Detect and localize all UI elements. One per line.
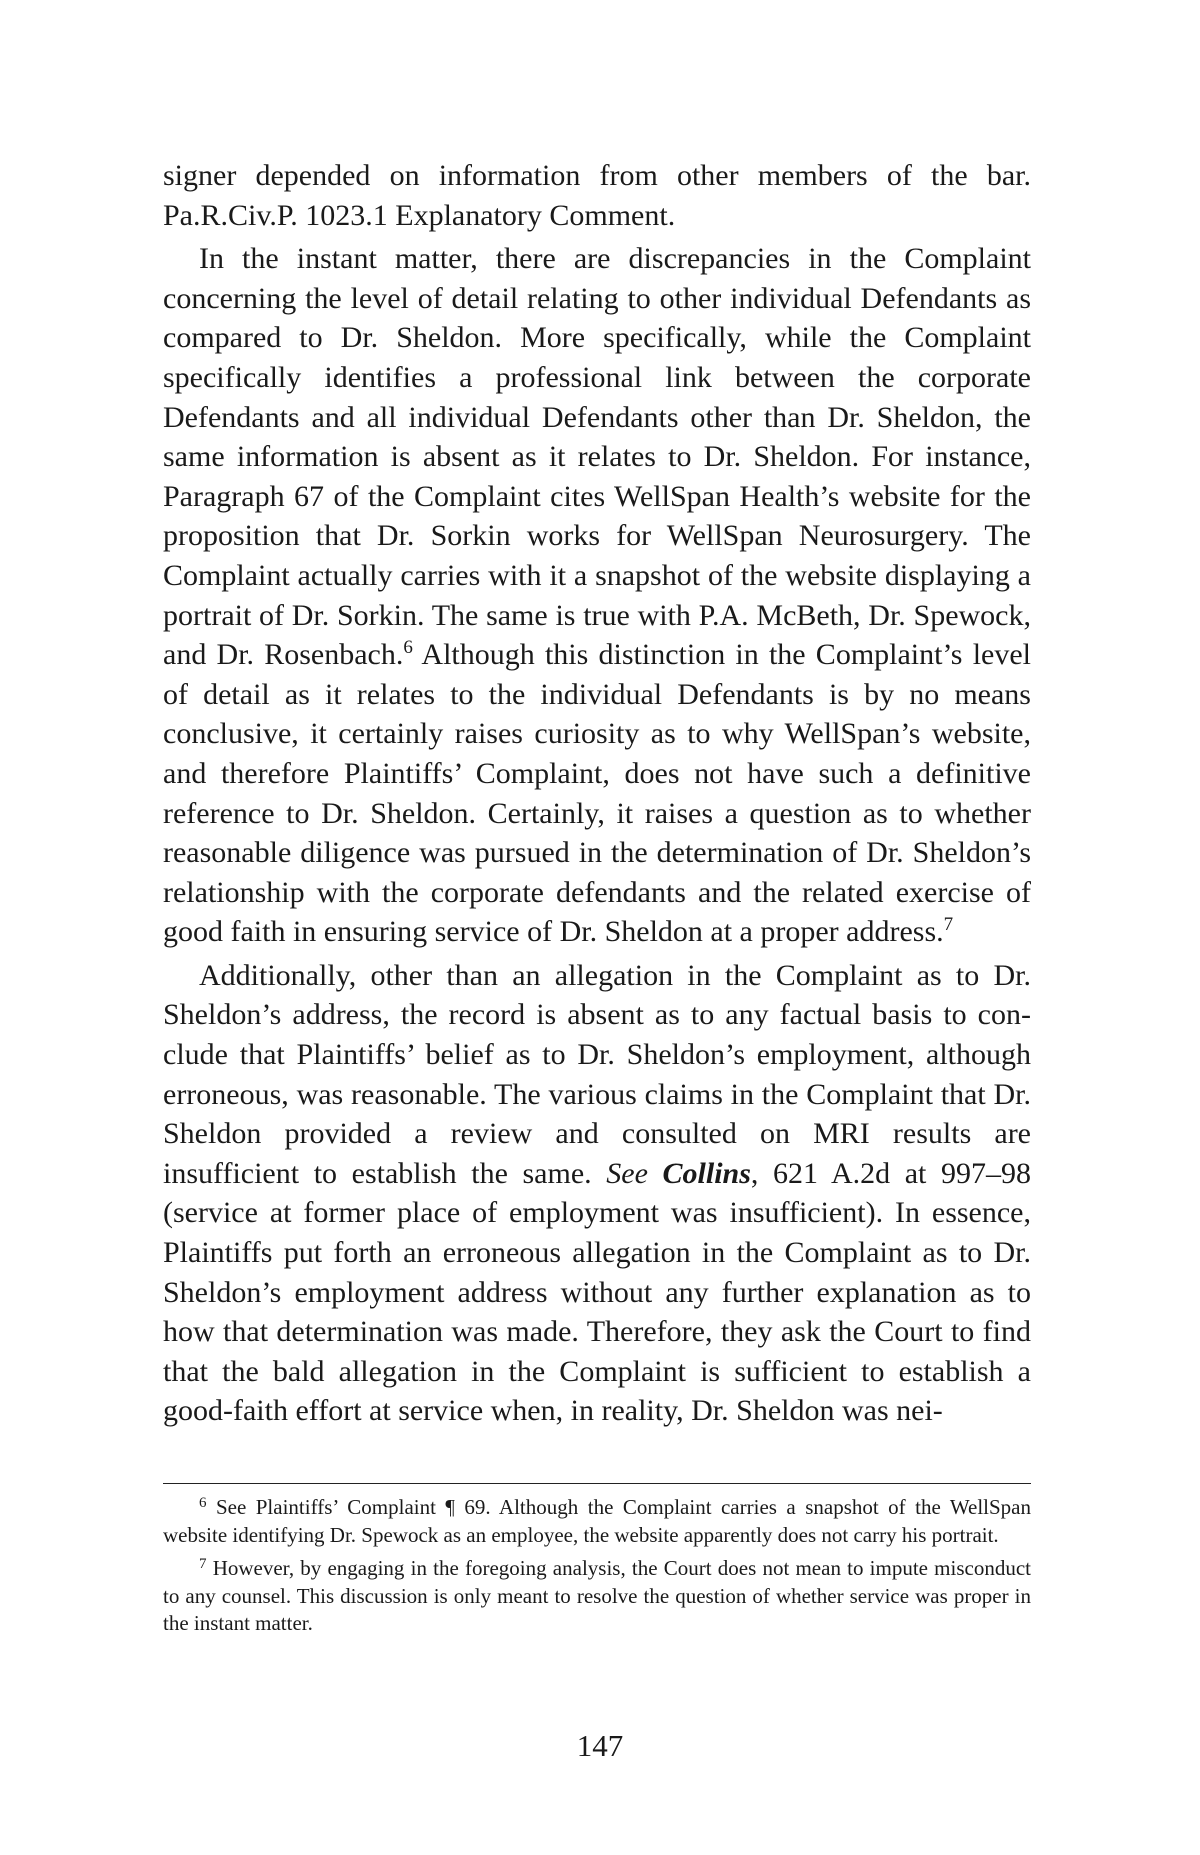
footnote-number: 7 xyxy=(199,1556,207,1572)
case-name: Collins xyxy=(662,1156,751,1190)
paragraph-1 xyxy=(163,156,1031,235)
page-number: 147 xyxy=(576,1728,624,1763)
paragraph-3 xyxy=(163,956,1031,1431)
paragraph-3-text-b: , 621 A.2d at 997–98 (service at former place of employment was insufficient). In essence, Plaintiffs put forth an erroneous allegation in the Complaint as to Dr. Sheldon’s employment address without any further explanation as to how that determination was made. Therefore, they ask the Court to find that the bald allegation in the Complaint is sufficient to establish a good-faith effort at service when, in reality, Dr. Sheldon was nei- xyxy=(163,1156,1031,1428)
footnote-text: However, by engaging in the foregoing analysis, the Court does not mean to impute misconduct to any counsel. This discussion is only meant to resolve the question of whether service was proper in the instant matter. xyxy=(163,1556,1031,1635)
footnote-ref-6: 6 xyxy=(403,637,413,659)
footnote-ref-7: 7 xyxy=(943,914,954,936)
body-text xyxy=(163,156,1031,1431)
citation-signal: See xyxy=(606,1156,648,1190)
paragraph-3-text-a: Additionally, other than an allegation in the Complaint as to Dr. Sheldon’s address, the record is absent as to any factual basis to conclude that Plaintiffs’ belief as to Dr. Sheldon’s employment, although erroneous, was reasonable. The various claims in the Complaint that Dr. Sheldon provided a review and consulted on MRI results are insufficient to establish the same. xyxy=(163,958,1031,1190)
footnotes xyxy=(163,1494,1031,1644)
paragraph-2 xyxy=(163,239,1031,952)
paragraph-1-text: signer depended on information from other members of the bar. Pa.R.Civ.P. 1023.1 Explanatory Comment. xyxy=(163,159,1031,232)
footnote-number: 6 xyxy=(199,1495,207,1511)
footnote-divider xyxy=(163,1483,1031,1484)
paragraph-2-text-a: In the instant matter, there are discrepancies in the Complaint concerning the level of detail relating to other individual Defendants as compared to Dr. Sheldon. More specifically, while the Complaint specifically identifies a professional link between the corporate Defendants and all individual Defendants other than Dr. Sheldon, the same information is absent as it relates to Dr. Sheldon. For instance, Paragraph 67 of the Complaint cites WellSpan Health’s website for the proposition that Dr. Sorkin works for WellSpan Neurosurgery. The Complaint actually carries with it a snapshot of the website displaying a portrait of Dr. Sorkin. The same is true with P.A. McBeth, Dr. Spewock, and Dr. Rosenbach. xyxy=(163,242,1031,672)
footnote-7 xyxy=(163,1555,1031,1638)
paragraph-2-text-b: Although this distinction in the Complaint’s level of detail as it relates to the individual Defendants is by no means conclusive, it certainly raises curiosity as to why WellSpan’s website, and therefore Plaintiffs’ Complaint, does not have such a definitive reference to Dr. Sheldon. Certainly, it raises a question as to whether reasonable diligence was pursued in the determination of Dr. Sheldon’s relationship with the corporate defendants and the related exercise of good faith in ensuring service of Dr. Sheldon at a proper address. xyxy=(163,638,1031,949)
footnote-6 xyxy=(163,1494,1031,1549)
footnote-text: See Plaintiffs’ Complaint ¶ 69. Although the Complaint carries a snapshot of the WellSpan website identifying Dr. Spewock as an employee, the website apparently does not carry his portrait. xyxy=(163,1495,1031,1547)
